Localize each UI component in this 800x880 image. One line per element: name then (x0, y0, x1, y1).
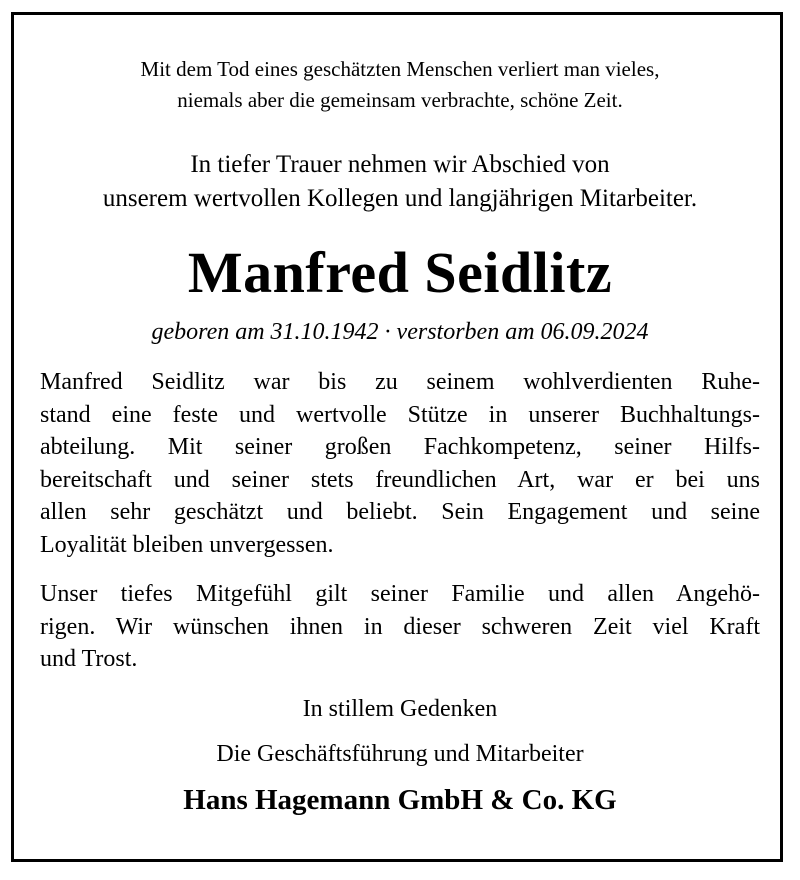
condolence-line: Unser tiefes Mitgefühl gilt seiner Familie und allen Angehö- (40, 581, 760, 607)
tribute-line: allen sehr geschätzt und beliebt. Sein Engagement und seine (40, 499, 760, 525)
mourning-intro (0, 148, 800, 216)
life-dates: geboren am 31.10.1942 · verstorben am 06.09.2024 (151, 319, 649, 345)
intro-line-1: In tiefer Trauer nehmen wir Abschied von (190, 151, 610, 178)
tribute-line: stand eine feste und wertvolle Stütze in unserer Buchhaltungs- (40, 401, 760, 428)
condolence-paragraph (40, 578, 760, 676)
tribute-line: bereitschaft und seiner stets freundlichen Art, war er bei uns (40, 466, 760, 493)
memorial-quote (0, 54, 800, 116)
signers-line: Die Geschäftsführung und Mitarbeiter (216, 741, 584, 767)
company-name: Hans Hagemann GmbH & Co. KG (183, 784, 617, 816)
quote-line-2: niemals aber die gemeinsam verbrachte, schöne Zeit. (177, 88, 623, 112)
condolence-line: und Trost. (40, 646, 138, 672)
condolence-line: rigen. Wir wünschen ihnen in dieser schweren Zeit viel Kraft (40, 613, 760, 640)
tribute-line: Loyalität bleiben unvergessen. (40, 531, 334, 558)
deceased-name: Manfred Seidlitz (187, 240, 613, 305)
in-memory-line: In stillem Gedenken (302, 696, 498, 722)
tribute-paragraph (40, 366, 760, 561)
tribute-line: abteilung. Mit seiner großen Fachkompetenz, seiner Hilfs- (40, 434, 760, 460)
quote-line-1: Mit dem Tod eines geschätzten Menschen verliert man vieles, (140, 57, 660, 81)
tribute-line: Manfred Seidlitz war bis zu seinem wohlverdienten Ruhe- (40, 369, 760, 395)
intro-line-2: unserem wertvollen Kollegen und langjährigen Mitarbeiter. (102, 185, 698, 212)
